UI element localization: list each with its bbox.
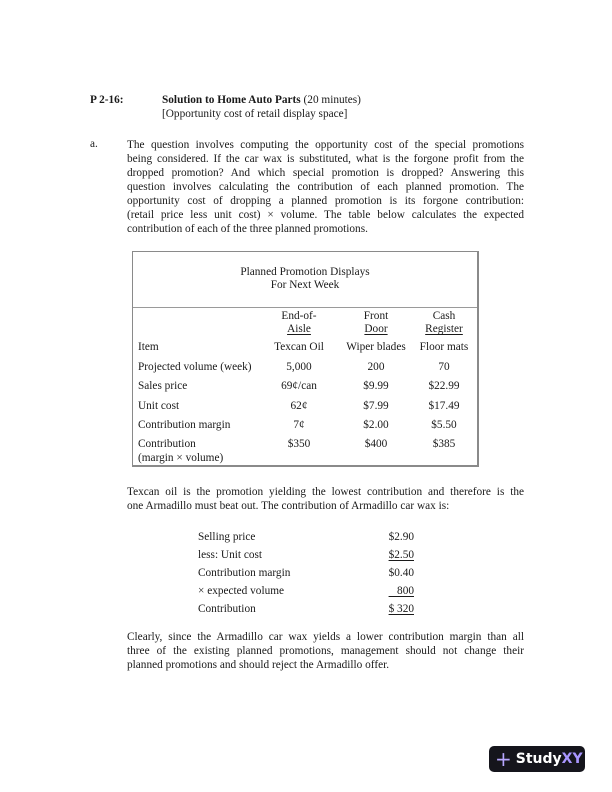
col-header-top: End-of- <box>281 310 317 322</box>
row-label: Item <box>138 341 159 353</box>
text-line: dropped promotion? And which special promotion is dropped? Answering this <box>127 167 524 179</box>
plus-icon: + <box>495 747 512 771</box>
calc-label: × expected volume <box>198 585 285 597</box>
table-title: Planned Promotion Displays <box>240 266 370 278</box>
calc-value: $ 320 <box>388 603 414 615</box>
calc-value: 800 <box>388 585 414 597</box>
cell-value: $400 <box>364 438 388 450</box>
text-line: planned promotions and should reject the Armadillo offer. <box>127 659 390 671</box>
col-header-bottom: Door <box>364 323 388 335</box>
calc-label: less: Unit cost <box>198 549 263 561</box>
text-line: Clearly, since the Armadillo car wax yields a lower contribution margin than all <box>127 631 524 643</box>
problem-time: (20 minutes) <box>300 94 361 106</box>
col-header-bottom: Register <box>425 323 463 335</box>
cell-value: Floor mats <box>419 341 469 353</box>
text-line: question involves calculating the contribution of each planned promotion. The <box>127 181 524 193</box>
problem-title-bold: Solution to Home Auto Parts <box>162 94 301 106</box>
row-label: Projected volume (week) <box>138 361 252 373</box>
studyxy-badge[interactable] <box>489 746 585 772</box>
col-header-top: Front <box>363 310 389 322</box>
calc-label: Selling price <box>198 531 256 543</box>
cell-value: 7¢ <box>293 419 305 431</box>
text-line: contribution of each of the three planned promotions. <box>127 223 368 235</box>
cell-value: $22.99 <box>428 380 460 392</box>
cell-value: Wiper blades <box>346 341 406 353</box>
cell-value: 5,000 <box>286 361 312 373</box>
col-header-bottom: Aisle <box>287 323 311 335</box>
problem-title <box>162 94 361 106</box>
cell-value: $17.49 <box>428 400 460 412</box>
table-subtitle: For Next Week <box>270 279 340 291</box>
calc-value: $2.90 <box>388 531 414 543</box>
row-label: Contribution margin <box>138 419 231 431</box>
cell-value: $385 <box>432 438 456 450</box>
conclusion-paragraph <box>127 630 524 672</box>
table-divider <box>133 307 477 308</box>
cell-value: 70 <box>438 361 450 373</box>
calc-value: $0.40 <box>388 567 414 579</box>
cell-value: $9.99 <box>363 380 389 392</box>
text-line: (retail price less unit cost) × volume. The table below calculates the expected <box>127 209 524 221</box>
cell-value: $350 <box>287 438 311 450</box>
part-a-paragraph <box>127 138 524 236</box>
cell-value: 62¢ <box>290 400 308 412</box>
cell-value: $5.50 <box>431 419 457 431</box>
promotion-table <box>132 251 479 467</box>
calc-label: Contribution margin <box>198 567 291 579</box>
col-header-top: Cash <box>432 310 456 322</box>
text-line: three of the existing planned promotions, management should not change their <box>127 645 524 657</box>
texcan-paragraph <box>127 485 524 513</box>
badge-text-accent: XY <box>561 751 583 767</box>
text-line: being considered. If the car wax is substituted, what is the forgone profit from the <box>127 153 524 165</box>
cell-value: 69¢/can <box>281 380 317 392</box>
row-label: Sales price <box>138 380 188 392</box>
text-line: The question involves computing the opportunity cost of the special promotions <box>127 139 524 151</box>
cell-value: 200 <box>367 361 385 373</box>
text-line: one Armadillo must beat out. The contribution of Armadillo car wax is: <box>127 500 450 512</box>
text-line: Texcan oil is the promotion yielding the lowest contribution and therefore is the <box>127 486 524 498</box>
text-line: opportunity cost of dropping a planned promotion is its forgone contribution: <box>127 195 524 207</box>
calc-label: Contribution <box>198 603 256 615</box>
cell-value: Texcan Oil <box>274 341 324 353</box>
cell-value: $7.99 <box>363 400 389 412</box>
badge-text-main: Study <box>515 751 562 767</box>
problem-subtitle: [Opportunity cost of retail display space] <box>162 108 348 120</box>
calc-value: $2.50 <box>388 549 414 561</box>
row-label-sub: (margin × volume) <box>138 452 224 464</box>
row-label: Contribution <box>138 438 196 450</box>
problem-number: P 2-16: <box>90 94 124 106</box>
part-a-label: a. <box>90 138 98 150</box>
cell-value: $2.00 <box>363 419 389 431</box>
row-label: Unit cost <box>138 400 180 412</box>
